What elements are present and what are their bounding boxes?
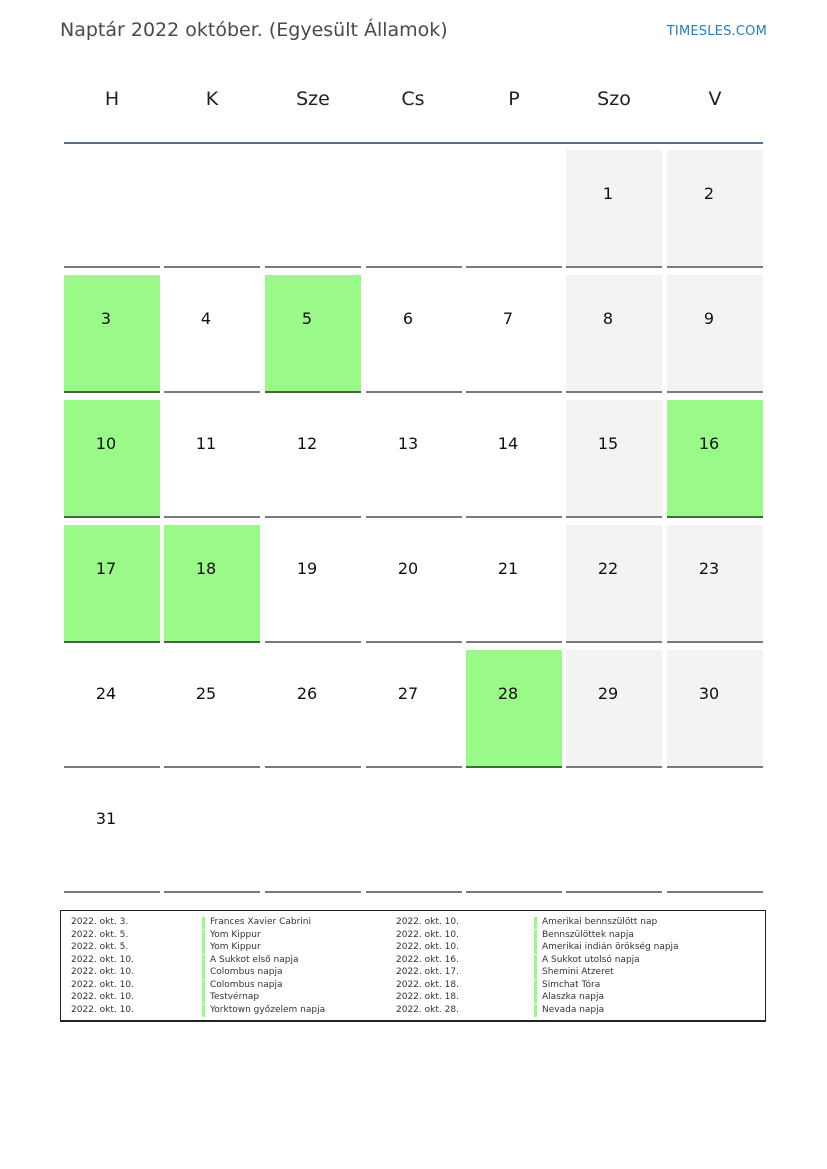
holiday-legend xyxy=(60,910,766,1022)
legend-holiday-name: Simchat Tóra xyxy=(542,979,601,990)
legend-date: 2022. okt. 16. xyxy=(396,954,459,965)
legend-holiday-name: Testvérnap xyxy=(210,992,260,1002)
day-number: 31 xyxy=(95,809,117,828)
day-cell-16[interactable] xyxy=(667,400,763,518)
day-cell-6[interactable] xyxy=(366,275,462,393)
day-cell-20[interactable] xyxy=(366,525,462,643)
day-cell-4[interactable] xyxy=(164,275,260,393)
legend-holiday-name: Shemini Atzeret xyxy=(542,967,614,977)
day-number: 7 xyxy=(502,309,514,328)
legend-color-marker xyxy=(202,967,205,979)
day-cell-2[interactable] xyxy=(667,150,763,268)
day-number: 15 xyxy=(597,434,619,453)
legend-color-marker xyxy=(202,1005,205,1017)
day-number: 23 xyxy=(698,559,720,578)
weekday-label: H xyxy=(104,88,120,110)
day-cell-7[interactable] xyxy=(466,275,562,393)
day-number: 24 xyxy=(95,684,117,703)
day-cell-23[interactable] xyxy=(667,525,763,643)
day-number: 28 xyxy=(497,684,519,703)
brand-link[interactable]: TIMESLES.COM xyxy=(666,24,767,39)
day-number: 21 xyxy=(497,559,519,578)
legend-holiday-name: Bennszülöttek napja xyxy=(542,929,634,940)
legend-holiday-name: Yom Kippur xyxy=(210,942,261,952)
day-number: 25 xyxy=(195,684,217,703)
day-number: 5 xyxy=(301,309,313,328)
day-cell-28[interactable] xyxy=(466,650,562,768)
day-cell-13[interactable] xyxy=(366,400,462,518)
legend-color-marker xyxy=(202,992,205,1004)
day-cell-30[interactable] xyxy=(667,650,763,768)
empty-day-cell xyxy=(667,775,763,893)
day-number: 11 xyxy=(195,434,217,453)
day-number: 8 xyxy=(602,309,614,328)
legend-color-marker xyxy=(534,980,537,992)
weekday-label: P xyxy=(508,88,520,110)
legend-holiday-name: Colombus napja xyxy=(210,967,283,977)
day-number: 27 xyxy=(397,684,419,703)
legend-date: 2022. okt. 17. xyxy=(396,967,459,977)
empty-day-cell xyxy=(64,150,160,268)
legend-date: 2022. okt. 5. xyxy=(71,942,129,952)
day-cell-22[interactable] xyxy=(566,525,662,643)
day-cell-31[interactable] xyxy=(64,775,160,893)
legend-date: 2022. okt. 10. xyxy=(396,917,459,927)
day-number: 19 xyxy=(296,559,318,578)
day-number: 17 xyxy=(95,559,117,578)
day-number: 6 xyxy=(402,309,414,328)
legend-date: 2022. okt. 10. xyxy=(71,1004,134,1015)
day-cell-1[interactable] xyxy=(566,150,662,268)
legend-holiday-name: Yorktown győzelem napja xyxy=(210,1004,326,1015)
day-cell-17[interactable] xyxy=(64,525,160,643)
empty-day-cell xyxy=(566,775,662,893)
legend-date: 2022. okt. 10. xyxy=(71,992,134,1002)
day-number: 1 xyxy=(602,184,614,203)
legend-date: 2022. okt. 18. xyxy=(396,979,459,990)
legend-holiday-name: Alaszka napja xyxy=(542,992,604,1002)
empty-day-cell xyxy=(466,775,562,893)
day-cell-12[interactable] xyxy=(265,400,361,518)
day-number: 13 xyxy=(397,434,419,453)
legend-color-marker xyxy=(534,917,537,929)
legend-date: 2022. okt. 10. xyxy=(71,954,134,965)
legend-holiday-name: Amerikai indián örökség napja xyxy=(542,942,679,952)
day-number: 30 xyxy=(698,684,720,703)
legend-date: 2022. okt. 10. xyxy=(71,979,134,990)
weekday-label: V xyxy=(708,88,722,110)
day-number: 20 xyxy=(397,559,419,578)
empty-day-cell xyxy=(265,775,361,893)
day-number: 22 xyxy=(597,559,619,578)
day-number: 18 xyxy=(195,559,217,578)
weekday-header xyxy=(64,88,763,118)
day-cell-27[interactable] xyxy=(366,650,462,768)
day-number: 14 xyxy=(497,434,519,453)
legend-color-marker xyxy=(534,967,537,979)
weekday-label: K xyxy=(205,88,219,110)
legend-date: 2022. okt. 10. xyxy=(396,942,459,952)
legend-date: 2022. okt. 10. xyxy=(71,967,134,977)
legend-color-marker xyxy=(534,930,537,942)
weekday-label: Cs xyxy=(401,88,425,110)
legend-holiday-name: A Sukkot utolsó napja xyxy=(542,954,640,965)
day-cell-11[interactable] xyxy=(164,400,260,518)
day-number: 4 xyxy=(200,309,212,328)
empty-day-cell xyxy=(265,150,361,268)
day-cell-21[interactable] xyxy=(466,525,562,643)
day-number: 10 xyxy=(95,434,117,453)
empty-day-cell xyxy=(164,775,260,893)
day-cell-14[interactable] xyxy=(466,400,562,518)
legend-holiday-name: Amerikai bennszülött nap xyxy=(542,917,658,927)
day-number: 26 xyxy=(296,684,318,703)
day-cell-15[interactable] xyxy=(566,400,662,518)
legend-date: 2022. okt. 18. xyxy=(396,992,459,1002)
legend-color-marker xyxy=(202,980,205,992)
day-number: 12 xyxy=(296,434,318,453)
legend-color-marker xyxy=(202,930,205,942)
legend-holiday-name: Colombus napja xyxy=(210,979,283,990)
legend-date: 2022. okt. 10. xyxy=(396,929,459,940)
day-number: 16 xyxy=(698,434,720,453)
empty-day-cell xyxy=(366,150,462,268)
day-cell-9[interactable] xyxy=(667,275,763,393)
day-cell-24[interactable] xyxy=(64,650,160,768)
day-cell-10[interactable] xyxy=(64,400,160,518)
day-cell-26[interactable] xyxy=(265,650,361,768)
day-cell-19[interactable] xyxy=(265,525,361,643)
empty-day-cell xyxy=(366,775,462,893)
empty-day-cell xyxy=(164,150,260,268)
day-cell-29[interactable] xyxy=(566,650,662,768)
day-number: 3 xyxy=(100,309,112,328)
day-cell-25[interactable] xyxy=(164,650,260,768)
day-cell-3[interactable] xyxy=(64,275,160,393)
day-cell-18[interactable] xyxy=(164,525,260,643)
legend-date: 2022. okt. 3. xyxy=(71,917,129,927)
legend-holiday-name: Frances Xavier Cabrini xyxy=(210,917,311,927)
day-number: 2 xyxy=(703,184,715,203)
day-number: 29 xyxy=(597,684,619,703)
header-divider xyxy=(64,142,763,144)
legend-color-marker xyxy=(534,992,537,1004)
legend-color-marker xyxy=(534,1005,537,1017)
legend-color-marker xyxy=(202,955,205,967)
day-cell-5[interactable] xyxy=(265,275,361,393)
legend-holiday-name: A Sukkot első napja xyxy=(210,954,299,965)
legend-holiday-name: Nevada napja xyxy=(542,1004,605,1015)
legend-holiday-name: Yom Kippur xyxy=(210,929,261,940)
legend-color-marker xyxy=(534,942,537,954)
legend-date: 2022. okt. 5. xyxy=(71,929,129,940)
day-cell-8[interactable] xyxy=(566,275,662,393)
legend-color-marker xyxy=(202,942,205,954)
day-number: 9 xyxy=(703,309,715,328)
legend-color-marker xyxy=(534,955,537,967)
empty-day-cell xyxy=(466,150,562,268)
weekday-label: Sze xyxy=(296,88,330,110)
page-title: Naptár 2022 október. (Egyesült Államok) xyxy=(60,19,448,41)
weekday-label: Szo xyxy=(597,88,631,110)
legend-date: 2022. okt. 28. xyxy=(396,1004,459,1015)
legend-color-marker xyxy=(202,917,205,929)
